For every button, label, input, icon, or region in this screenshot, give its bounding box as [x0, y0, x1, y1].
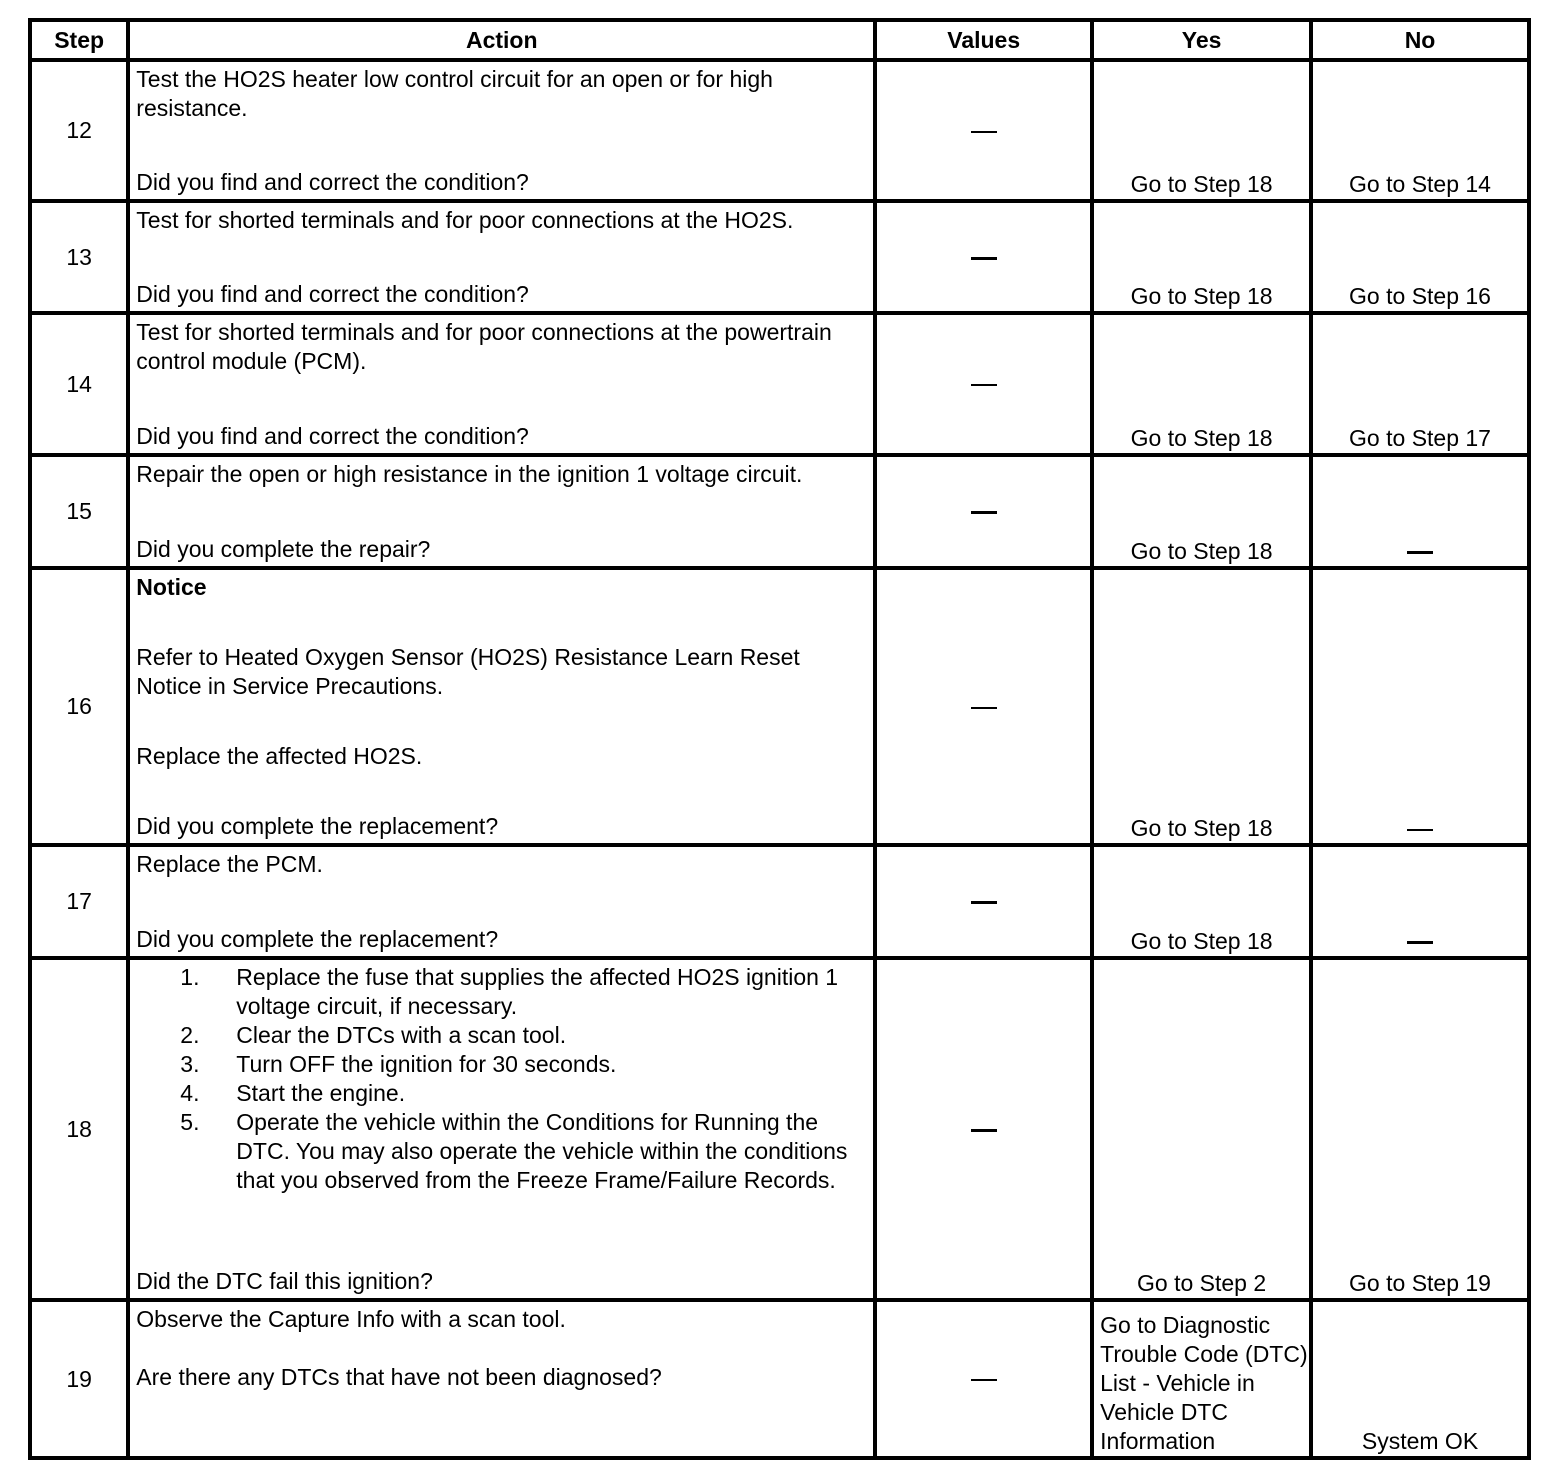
diagnostic-table: [28, 18, 1531, 1460]
action-cell: [128, 313, 875, 455]
yes-link: Go to Step 18: [1092, 60, 1311, 201]
header-row: [30, 20, 1529, 60]
list-item: 5. Operate the vehicle within the Conditions for Running the DTC. You may also operate the vehicle within the conditions that you observed from the Freeze Frame/Failure Records.: [180, 1109, 848, 1193]
step-number: 18: [30, 958, 128, 1300]
em-dash: [971, 511, 997, 514]
no-cell: [1311, 568, 1529, 845]
yes-link: Go to Step 18: [1092, 313, 1311, 455]
em-dash: [1407, 829, 1433, 831]
notice-title: Notice: [136, 574, 207, 600]
action-cell: [128, 568, 875, 845]
no-cell: [1311, 455, 1529, 568]
em-dash: [971, 131, 997, 133]
no-link: Go to Step 17: [1311, 313, 1529, 455]
action-cell: [128, 845, 875, 958]
question-text: Did you find and correct the condition?: [136, 169, 529, 195]
action-cell: [128, 455, 875, 568]
table-row: [30, 845, 1529, 958]
step-number: 19: [30, 1300, 128, 1458]
values-cell: [875, 568, 1092, 845]
action-text: Test the HO2S heater low control circuit for an open or for high resistance.: [136, 66, 773, 121]
step-number: 14: [30, 313, 128, 455]
table-row: [30, 958, 1529, 1300]
question-text: Are there any DTCs that have not been diagnosed?: [136, 1364, 662, 1390]
action-text: Replace the PCM.: [136, 851, 323, 877]
step-number: 17: [30, 845, 128, 958]
list-item: 4. Start the engine.: [180, 1080, 406, 1106]
action-cell: [128, 1300, 875, 1458]
values-cell: [875, 845, 1092, 958]
header-step: Step: [30, 20, 128, 60]
values-cell: [875, 1300, 1092, 1458]
header-values: Values: [875, 20, 1092, 60]
no-link: Go to Step 14: [1311, 60, 1529, 201]
table-row: [30, 455, 1529, 568]
step-number: 16: [30, 568, 128, 845]
header-no: No: [1311, 20, 1529, 60]
question-text: Did you find and correct the condition?: [136, 281, 529, 307]
action-cell: [128, 958, 875, 1300]
step-number: 15: [30, 455, 128, 568]
question-text: Did you complete the repair?: [136, 536, 431, 562]
header-yes: Yes: [1092, 20, 1311, 60]
notice-text: Refer to Heated Oxygen Sensor (HO2S) Resistance Learn Reset Notice in Service Precautions.: [136, 644, 800, 699]
question-text: Did the DTC fail this ignition?: [136, 1268, 433, 1294]
question-text: Did you find and correct the condition?: [136, 423, 529, 449]
table-row: [30, 1300, 1529, 1458]
action-cell: [128, 60, 875, 201]
em-dash: [971, 257, 997, 260]
em-dash: [1407, 551, 1433, 554]
no-link: Go to Step 19: [1311, 958, 1529, 1300]
list-item: 2. Clear the DTCs with a scan tool.: [180, 1022, 567, 1048]
em-dash: [971, 384, 997, 386]
values-cell: [875, 313, 1092, 455]
em-dash: [1407, 941, 1433, 944]
action-text: Test for shorted terminals and for poor connections at the HO2S.: [136, 207, 794, 233]
header-action: Action: [128, 20, 875, 60]
step-number: 12: [30, 60, 128, 201]
procedure-list: [136, 963, 867, 1195]
no-link: Go to Step 16: [1311, 201, 1529, 313]
em-dash: [971, 1129, 997, 1132]
em-dash: [971, 901, 997, 904]
values-cell: [875, 60, 1092, 201]
yes-link: Go to Step 18: [1092, 568, 1311, 845]
table-row: [30, 60, 1529, 201]
list-item: 1. Replace the fuse that supplies the affected HO2S ignition 1 voltage circuit, if necessary.: [180, 964, 839, 1019]
values-cell: [875, 958, 1092, 1300]
no-link: System OK: [1311, 1300, 1529, 1458]
yes-link: Go to Diagnostic Trouble Code (DTC) List - Vehicle in Vehicle DTC Information: [1092, 1300, 1311, 1458]
list-item: 3. Turn OFF the ignition for 30 seconds.: [180, 1051, 617, 1077]
values-cell: [875, 455, 1092, 568]
question-text: Did you complete the replacement?: [136, 926, 499, 952]
yes-link: Go to Step 18: [1092, 455, 1311, 568]
question-text: Did you complete the replacement?: [136, 813, 499, 839]
table-row: [30, 201, 1529, 313]
step-number: 13: [30, 201, 128, 313]
yes-link: Go to Step 18: [1092, 201, 1311, 313]
table-row: [30, 313, 1529, 455]
em-dash: [971, 707, 997, 709]
yes-link: Go to Step 2: [1092, 958, 1311, 1300]
values-cell: [875, 201, 1092, 313]
yes-link: Go to Step 18: [1092, 845, 1311, 958]
em-dash: [971, 1379, 997, 1381]
no-cell: [1311, 845, 1529, 958]
action-cell: [128, 201, 875, 313]
action-text: Repair the open or high resistance in the ignition 1 voltage circuit.: [136, 461, 803, 487]
table-row: [30, 568, 1529, 845]
action-text: Test for shorted terminals and for poor connections at the powertrain control module (PCM).: [136, 319, 832, 374]
action-text: Observe the Capture Info with a scan tool.: [136, 1306, 566, 1332]
action-text: Replace the affected HO2S.: [136, 743, 423, 769]
